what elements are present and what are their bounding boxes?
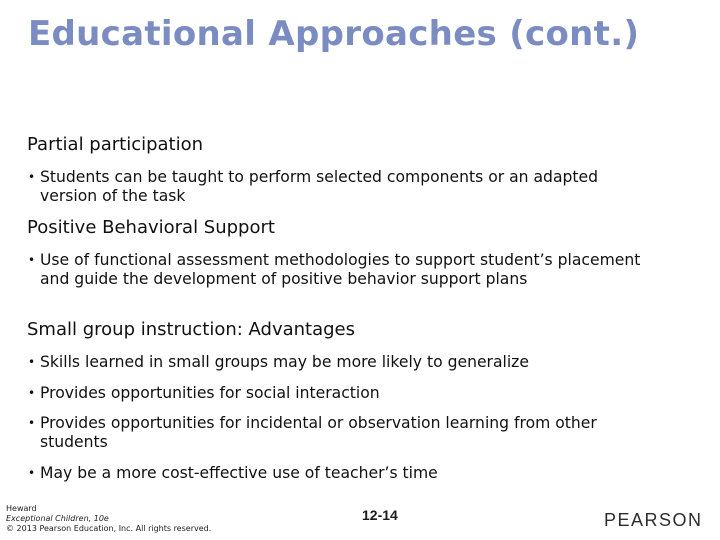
bullet-dot-icon: • (28, 253, 36, 267)
bullet-dot-icon: • (28, 386, 36, 400)
bullet-item: • Provides opportunities for social interaction (28, 384, 380, 402)
bullet-item: • Provides opportunities for incidental or observation learning from other students (28, 414, 597, 451)
section-heading-positive-behavioral-support: Positive Behavioral Support (27, 217, 275, 238)
section-heading-partial-participation: Partial participation (27, 134, 204, 155)
footer-book-title: Exceptional Children, 10e (6, 514, 109, 523)
bullet-item: • Skills learned in small groups may be more likely to generalize (28, 353, 529, 371)
bullet-dot-icon: • (28, 466, 36, 480)
slide-title: Educational Approaches (cont.) (28, 14, 640, 54)
bullet-item: • Use of functional assessment methodologies to support student’s placement and guide the development of positive behavior support plans (28, 251, 641, 288)
slide-number: 12-14 (362, 507, 398, 523)
footer-citation (6, 504, 211, 534)
bullet-item: • May be a more cost-effective use of teacher’s time (28, 464, 438, 482)
section-heading-small-group-instruction: Small group instruction: Advantages (27, 319, 356, 340)
bullet-dot-icon: • (28, 170, 36, 184)
pearson-logo: PEARSON (604, 510, 703, 530)
footer-author: Heward (6, 504, 37, 513)
bullet-dot-icon: • (28, 416, 36, 430)
bullet-dot-icon: • (28, 355, 36, 369)
footer-copyright: © 2013 Pearson Education, Inc. All rights reserved. (6, 524, 212, 533)
bullet-item: • Students can be taught to perform selected components or an adapted version of the task (28, 168, 599, 205)
